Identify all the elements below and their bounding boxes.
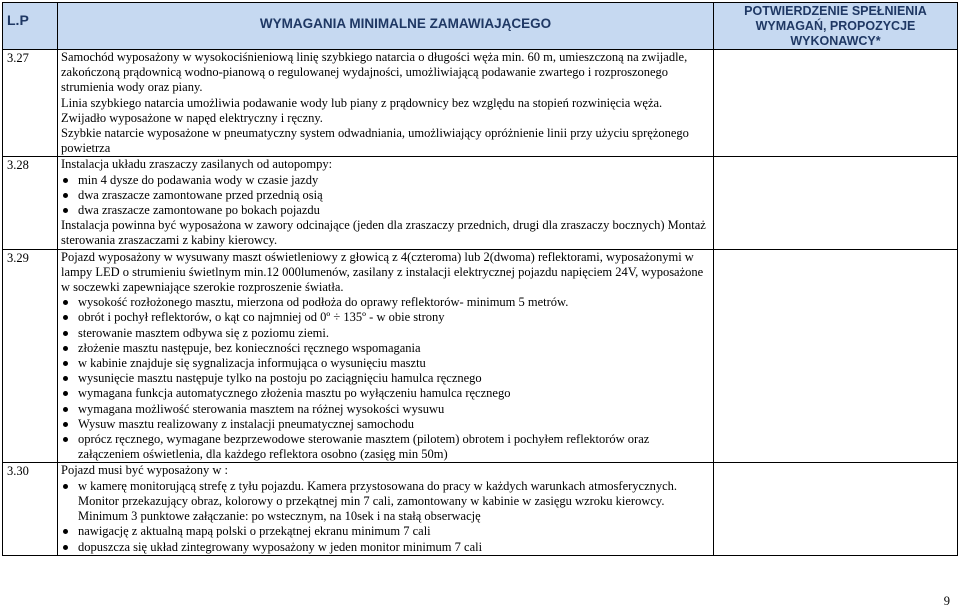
list-item: dwa zraszacze zamontowane po bokach pojazdu: [61, 203, 711, 218]
list-item: min 4 dysze do podawania wody w czasie jazdy: [61, 173, 711, 188]
table-row: [3, 249, 958, 463]
bullet-icon: [63, 208, 68, 213]
row-confirmation-cell[interactable]: [714, 463, 958, 555]
header-lp: L.P: [3, 3, 58, 50]
row-number: 3.30: [3, 463, 58, 555]
header-confirmation: POTWIERDZENIE SPEŁNIENIA WYMAGAŃ, PROPOZYCJE WYKONAWCY*: [714, 3, 958, 50]
bullet-icon: [63, 315, 68, 320]
bullet-icon: [63, 376, 68, 381]
row-number: 3.28: [3, 157, 58, 249]
row-requirement: [58, 50, 714, 157]
page-number: 9: [943, 594, 950, 608]
row-paragraph: Linia szybkiego natarcia umożliwia podawanie wody lub piany z prądownicy bez względu na stopień rozwinięcia węża.: [61, 95, 663, 110]
list-item: nawigację z aktualną mapą polski o przekątnej ekranu minimum 7 cali: [61, 524, 711, 539]
list-item: złożenie masztu następuje, bez konieczności ręcznego wspomagania: [61, 341, 711, 356]
row-requirement: [58, 249, 714, 463]
row-outro: Instalacja powinna być wyposażona w zawory odcinające (jeden dla zraszaczy przednich, drugi dla zraszaczy bocznych) Montaż sterowania zraszaczami z kabiny kierowcy.: [61, 218, 706, 248]
row-number: 3.27: [3, 50, 58, 157]
list-item: w kabinie znajduje się sygnalizacja informująca o wysunięciu masztu: [61, 356, 711, 371]
table-row: [3, 50, 958, 157]
bullet-list: [61, 295, 711, 462]
row-paragraph: Szybkie natarcie wyposażone w pneumatyczny system odwadniania, umożliwiający opróżnienie linii przy użyciu sprężonego powietrza: [61, 126, 689, 156]
bullet-icon: [63, 529, 68, 534]
row-intro: Pojazd wyposażony w wysuwany maszt oświetleniowy z głowicą z 4(czteroma) lub 2(dwoma) reflektorami, wyposażonymi w lampy LED o strumieniu świetlnym min.12 000lumenów, zasilany z instalacji elektrycznej pojazdu napięciem 24V, wyposażone w soczewki zapewniające szerokie rozproszenie światła.: [61, 249, 704, 295]
list-item: sterowanie masztem odbywa się z poziomu ziemi.: [61, 326, 711, 341]
bullet-list: [61, 479, 711, 555]
bullet-icon: [63, 484, 68, 489]
bullet-icon: [63, 391, 68, 396]
row-confirmation-cell[interactable]: [714, 249, 958, 463]
header-requirements: WYMAGANIA MINIMALNE ZAMAWIAJĄCEGO: [58, 3, 714, 50]
bullet-icon: [63, 422, 68, 427]
bullet-icon: [63, 437, 68, 442]
row-paragraph: Zwijadło wyposażone w napęd elektryczny i ręczny.: [61, 110, 323, 125]
row-requirement: [58, 157, 714, 249]
row-confirmation-cell[interactable]: [714, 50, 958, 157]
row-number: 3.29: [3, 249, 58, 463]
list-item: dopuszcza się układ zintegrowany wyposażony w jeden monitor minimum 7 cali: [61, 540, 711, 555]
bullet-icon: [63, 545, 68, 550]
requirements-table: [2, 2, 958, 556]
row-requirement: [58, 463, 714, 555]
bullet-icon: [63, 361, 68, 366]
bullet-icon: [63, 300, 68, 305]
bullet-list: [61, 173, 711, 219]
list-item: dwa zraszacze zamontowane przed przednią osią: [61, 188, 711, 203]
table-row: [3, 157, 958, 249]
list-item: wysunięcie masztu następuje tylko na postoju po zaciągnięciu hamulca ręcznego: [61, 371, 711, 386]
bullet-icon: [63, 193, 68, 198]
list-item: obrót i pochył reflektorów, o kąt co najmniej od 0º ÷ 135º - w obie strony: [61, 310, 711, 325]
row-intro: Instalacja układu zraszaczy zasilanych od autopompy:: [61, 157, 333, 172]
bullet-icon: [63, 178, 68, 183]
list-item: w kamerę monitorującą strefę z tyłu pojazdu. Kamera przystosowana do pracy w każdych warunkach atmosferycznych. Monitor przekazujący obraz, kolorowy o przekątnej min 7 cali, zamontowany w kabinie w zasięgu wzroku kierowcy. Minimum 3 punktowe załączanie: po wsteczny​m, na 10sek i na stałą obserwację: [61, 479, 711, 525]
bullet-icon: [63, 331, 68, 336]
list-item: Wysuw masztu realizowany z instalacji pneumatycznej samochodu: [61, 417, 711, 432]
list-item: oprócz ręcznego, wymagane bezprzewodowe sterowanie masztem (pilotem) obrotem i pochyłem reflektorów oraz załączeniem oświetlenia, dla każdego reflektora osobno (zasięg min 50m): [61, 432, 711, 462]
table-header-row: [3, 3, 958, 50]
row-intro: Pojazd musi być wyposażony w :: [61, 463, 228, 478]
list-item: wysokość rozłożonego masztu, mierzona od podłoża do oprawy reflektorów- minimum 5 metrów.: [61, 295, 711, 310]
row-paragraph: Samochód wyposażony w wysokociśnieniową linię szybkiego natarcia o długości węża min. 60 m, umieszczoną na zwijadle, zakończoną prądownicą wodno-pianową o regulowanej wydajności, umożliwiającą podawanie zwartego i rozproszonego strumienia wody oraz piany.: [61, 50, 688, 95]
table-row: [3, 463, 958, 555]
list-item: wymagana możliwość sterowania masztem na różnej wysokości wysuwu: [61, 402, 711, 417]
row-confirmation-cell[interactable]: [714, 157, 958, 249]
bullet-icon: [63, 407, 68, 412]
bullet-icon: [63, 346, 68, 351]
list-item: wymagana funkcja automatycznego złożenia masztu po wyłączeniu hamulca ręcznego: [61, 386, 711, 401]
